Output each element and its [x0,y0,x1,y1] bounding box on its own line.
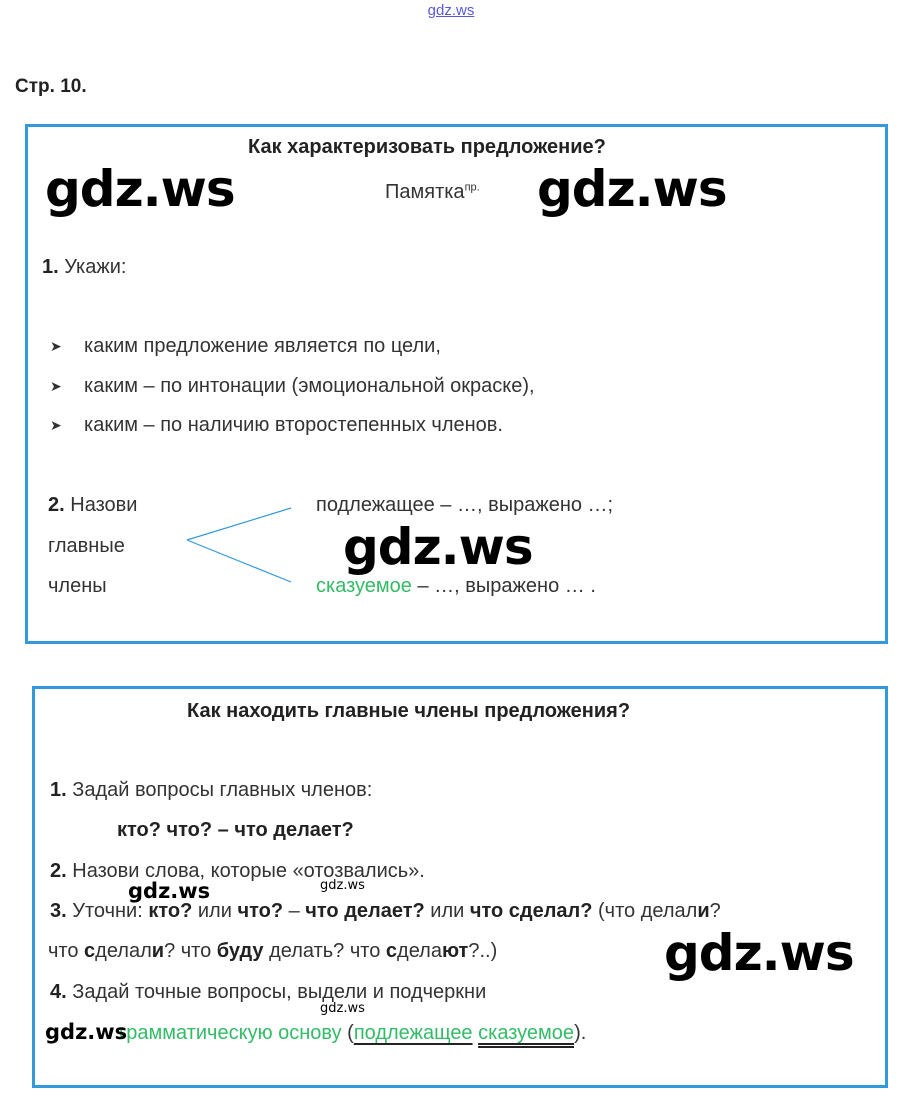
predicate-line: сказуемое – …, выражено … . [316,575,596,597]
arrow-bullet-icon: ➤ [50,338,62,354]
watermark: gdz.ws [320,878,365,893]
step1-main: 1. Задай вопросы главных членов: [50,779,373,801]
underlined-subject: подлежащее [353,1022,473,1044]
watermark: gdz.ws [664,924,854,982]
watermark: gdz.ws [343,518,533,576]
step3-line2: что сделали? что буду делать? что сделают?..) [48,940,498,962]
step3-main: 3. Уточни: кто? или что? – что делает? или что сделал? (что делали? [50,900,721,922]
page-number: Стр. 10. [15,76,87,97]
branch-lines [180,500,300,590]
watermark: gdz.ws [320,1001,365,1016]
memo-label: Памятка$^{пр.}$ [385,181,480,203]
watermark: gdz.ws [537,160,727,218]
arrow-bullet-icon: ➤ [50,378,62,394]
step4-main: 4. Задай точные вопросы, выдели и подчеркни [50,981,487,1003]
bullet-item: каким – по интонации (эмоциональной окраске), [84,375,535,397]
step1-characterize: 1. Укажи: [42,256,127,278]
bullet-item: каким – по наличию второстепенных членов. [84,414,503,436]
subject-line: подлежащее – …, выражено …; [316,494,614,516]
memo-superscript: пр. [464,181,480,194]
arrow-bullet-icon: ➤ [50,417,62,433]
memo-title-main-members: Как находить главные члены предложения? [187,700,631,722]
watermark: gdz.ws [45,160,235,218]
watermark: gdz.ws [45,1020,128,1044]
memo-title-characterize: Как характеризовать предложение? [248,136,606,158]
step2-label: 2. Назови [48,494,138,516]
bullet-item: каким предложение является по цели, [84,335,441,357]
watermark: gdz.ws [128,879,211,903]
step4-line2: грамматическую основу (подлежащее сказуемое). [119,1022,587,1044]
top-watermark: gdz.ws [427,2,475,19]
step2-main: 2. Назови слова, которые «отозвались». [50,860,425,882]
step2-label: члены [48,575,107,597]
main-questions: кто? что? – что делает? [117,819,354,841]
double-underlined-predicate: сказуемое [478,1022,575,1044]
step2-label: главные [48,535,125,557]
